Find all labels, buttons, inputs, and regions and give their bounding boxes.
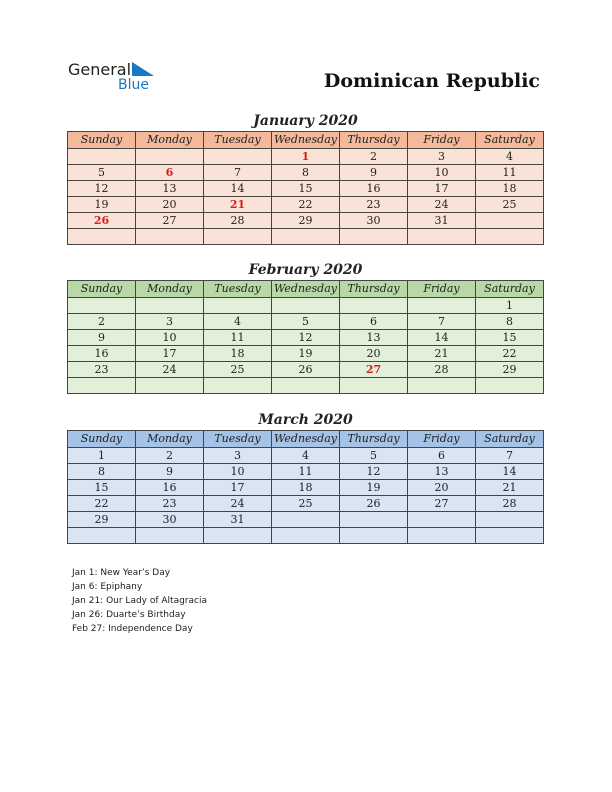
day-cell — [476, 229, 544, 245]
weekday-header: Wednesday — [272, 281, 340, 298]
day-cell — [340, 378, 408, 394]
day-cell — [68, 378, 136, 394]
day-cell: 3 — [204, 448, 272, 464]
week-row — [68, 448, 544, 464]
week-row — [68, 362, 544, 378]
day-cell: 21 — [408, 346, 476, 362]
week-row — [68, 314, 544, 330]
day-cell: 14 — [408, 330, 476, 346]
day-cell — [204, 149, 272, 165]
day-cell: 12 — [272, 330, 340, 346]
weekday-header: Tuesday — [204, 132, 272, 149]
day-cell: 15 — [476, 330, 544, 346]
day-cell — [340, 229, 408, 245]
day-cell: 17 — [204, 480, 272, 496]
day-cell: 22 — [272, 197, 340, 213]
day-cell: 4 — [204, 314, 272, 330]
day-cell: 20 — [408, 480, 476, 496]
day-cell: 14 — [204, 181, 272, 197]
day-cell — [204, 298, 272, 314]
day-cell — [340, 298, 408, 314]
weekday-header: Sunday — [68, 281, 136, 298]
day-cell: 11 — [204, 330, 272, 346]
day-cell: 2 — [340, 149, 408, 165]
logo — [68, 60, 178, 100]
week-row — [68, 480, 544, 496]
day-cell: 29 — [68, 512, 136, 528]
day-cell: 23 — [136, 496, 204, 512]
day-cell — [340, 528, 408, 544]
day-cell: 1 — [272, 149, 340, 165]
weekday-header-row — [68, 431, 544, 448]
day-cell: 11 — [272, 464, 340, 480]
day-cell: 29 — [272, 213, 340, 229]
day-cell: 10 — [136, 330, 204, 346]
day-cell: 6 — [340, 314, 408, 330]
day-cell: 31 — [204, 512, 272, 528]
day-cell: 7 — [204, 165, 272, 181]
day-cell — [68, 298, 136, 314]
day-cell — [272, 229, 340, 245]
weekday-header: Thursday — [340, 132, 408, 149]
day-cell: 18 — [272, 480, 340, 496]
day-cell: 22 — [68, 496, 136, 512]
day-cell — [68, 229, 136, 245]
weekday-header: Friday — [408, 132, 476, 149]
day-cell — [68, 149, 136, 165]
month-title: March 2020 — [258, 412, 353, 428]
calendar-table — [67, 131, 544, 245]
weekday-header: Friday — [408, 431, 476, 448]
day-cell: 2 — [68, 314, 136, 330]
week-row — [68, 197, 544, 213]
weekday-header: Sunday — [68, 431, 136, 448]
day-cell: 24 — [408, 197, 476, 213]
holiday-item: Jan 26: Duarte’s Birthday — [72, 610, 186, 620]
day-cell: 8 — [68, 464, 136, 480]
month-title: February 2020 — [248, 262, 363, 278]
day-cell — [476, 378, 544, 394]
weekday-header: Wednesday — [272, 431, 340, 448]
week-row — [68, 496, 544, 512]
week-row — [68, 229, 544, 245]
day-cell: 3 — [408, 149, 476, 165]
day-cell — [68, 528, 136, 544]
month-february — [67, 260, 544, 394]
day-cell: 23 — [340, 197, 408, 213]
day-cell: 18 — [204, 346, 272, 362]
week-row — [68, 213, 544, 229]
day-cell: 16 — [136, 480, 204, 496]
day-cell: 25 — [204, 362, 272, 378]
day-cell: 1 — [68, 448, 136, 464]
day-cell — [272, 528, 340, 544]
day-cell: 15 — [272, 181, 340, 197]
day-cell: 8 — [476, 314, 544, 330]
day-cell — [204, 378, 272, 394]
day-cell — [204, 528, 272, 544]
day-cell: 4 — [272, 448, 340, 464]
day-cell — [136, 528, 204, 544]
day-cell: 6 — [136, 165, 204, 181]
day-cell: 16 — [68, 346, 136, 362]
day-cell — [476, 512, 544, 528]
calendar-table — [67, 280, 544, 394]
week-row — [68, 528, 544, 544]
day-cell: 10 — [408, 165, 476, 181]
day-cell: 16 — [340, 181, 408, 197]
holiday-item: Jan 1: New Year’s Day — [72, 568, 171, 578]
day-cell: 14 — [476, 464, 544, 480]
day-cell — [272, 298, 340, 314]
day-cell: 7 — [476, 448, 544, 464]
day-cell: 24 — [136, 362, 204, 378]
holiday-item: Feb 27: Independence Day — [72, 624, 193, 634]
day-cell: 18 — [476, 181, 544, 197]
day-cell: 3 — [136, 314, 204, 330]
logo-text-blue: Blue — [118, 77, 149, 93]
day-cell — [476, 213, 544, 229]
weekday-header: Thursday — [340, 281, 408, 298]
day-cell: 10 — [204, 464, 272, 480]
day-cell: 24 — [204, 496, 272, 512]
day-cell — [408, 528, 476, 544]
day-cell: 1 — [476, 298, 544, 314]
day-cell: 23 — [68, 362, 136, 378]
day-cell — [408, 229, 476, 245]
calendar-table — [67, 430, 544, 544]
day-cell: 12 — [68, 181, 136, 197]
week-row — [68, 165, 544, 181]
weekday-header: Wednesday — [272, 132, 340, 149]
day-cell: 12 — [340, 464, 408, 480]
weekday-header: Sunday — [68, 132, 136, 149]
day-cell: 25 — [272, 496, 340, 512]
day-cell: 5 — [68, 165, 136, 181]
week-row — [68, 464, 544, 480]
weekday-header-row — [68, 281, 544, 298]
day-cell: 6 — [408, 448, 476, 464]
day-cell — [408, 378, 476, 394]
day-cell: 15 — [68, 480, 136, 496]
day-cell: 27 — [408, 496, 476, 512]
day-cell — [204, 229, 272, 245]
week-row — [68, 181, 544, 197]
day-cell — [272, 512, 340, 528]
weekday-header: Monday — [136, 431, 204, 448]
weekday-header: Monday — [136, 132, 204, 149]
weekday-header: Monday — [136, 281, 204, 298]
day-cell: 21 — [204, 197, 272, 213]
day-cell: 19 — [340, 480, 408, 496]
week-row — [68, 346, 544, 362]
day-cell: 13 — [408, 464, 476, 480]
day-cell: 4 — [476, 149, 544, 165]
day-cell: 5 — [340, 448, 408, 464]
week-row — [68, 298, 544, 314]
day-cell: 26 — [340, 496, 408, 512]
day-cell: 19 — [68, 197, 136, 213]
weekday-header: Thursday — [340, 431, 408, 448]
day-cell: 31 — [408, 213, 476, 229]
day-cell: 26 — [68, 213, 136, 229]
day-cell: 27 — [136, 213, 204, 229]
day-cell — [340, 512, 408, 528]
weekday-header: Friday — [408, 281, 476, 298]
day-cell: 29 — [476, 362, 544, 378]
weekday-header-row — [68, 132, 544, 149]
day-cell: 9 — [136, 464, 204, 480]
weekday-header: Tuesday — [204, 431, 272, 448]
day-cell: 9 — [68, 330, 136, 346]
day-cell — [136, 229, 204, 245]
weekday-header: Saturday — [476, 132, 544, 149]
month-january — [67, 111, 544, 245]
week-row — [68, 378, 544, 394]
weekday-header: Saturday — [476, 431, 544, 448]
week-row — [68, 330, 544, 346]
day-cell: 25 — [476, 197, 544, 213]
month-title: January 2020 — [253, 113, 358, 129]
weekday-header: Tuesday — [204, 281, 272, 298]
day-cell: 22 — [476, 346, 544, 362]
logo-text-general: General — [68, 60, 132, 79]
holiday-item: Jan 21: Our Lady of Altagracia — [72, 596, 207, 606]
logo-triangle-icon — [132, 62, 154, 78]
day-cell: 17 — [136, 346, 204, 362]
day-cell: 8 — [272, 165, 340, 181]
day-cell — [136, 149, 204, 165]
day-cell — [476, 528, 544, 544]
holiday-item: Jan 6: Epiphany — [72, 582, 143, 592]
day-cell: 30 — [136, 512, 204, 528]
day-cell: 28 — [408, 362, 476, 378]
day-cell: 20 — [136, 197, 204, 213]
day-cell: 26 — [272, 362, 340, 378]
day-cell: 2 — [136, 448, 204, 464]
day-cell: 11 — [476, 165, 544, 181]
day-cell: 20 — [340, 346, 408, 362]
day-cell — [408, 298, 476, 314]
day-cell: 27 — [340, 362, 408, 378]
day-cell: 13 — [340, 330, 408, 346]
day-cell — [136, 378, 204, 394]
day-cell: 21 — [476, 480, 544, 496]
day-cell: 30 — [340, 213, 408, 229]
month-march — [67, 410, 544, 544]
day-cell — [272, 378, 340, 394]
week-row — [68, 149, 544, 165]
day-cell: 9 — [340, 165, 408, 181]
country-title: Dominican Republic — [323, 70, 540, 92]
holiday-list — [72, 566, 207, 636]
day-cell: 28 — [476, 496, 544, 512]
day-cell — [408, 512, 476, 528]
day-cell: 17 — [408, 181, 476, 197]
day-cell: 13 — [136, 181, 204, 197]
day-cell: 7 — [408, 314, 476, 330]
week-row — [68, 512, 544, 528]
day-cell: 28 — [204, 213, 272, 229]
day-cell: 5 — [272, 314, 340, 330]
day-cell — [136, 298, 204, 314]
weekday-header: Saturday — [476, 281, 544, 298]
day-cell: 19 — [272, 346, 340, 362]
